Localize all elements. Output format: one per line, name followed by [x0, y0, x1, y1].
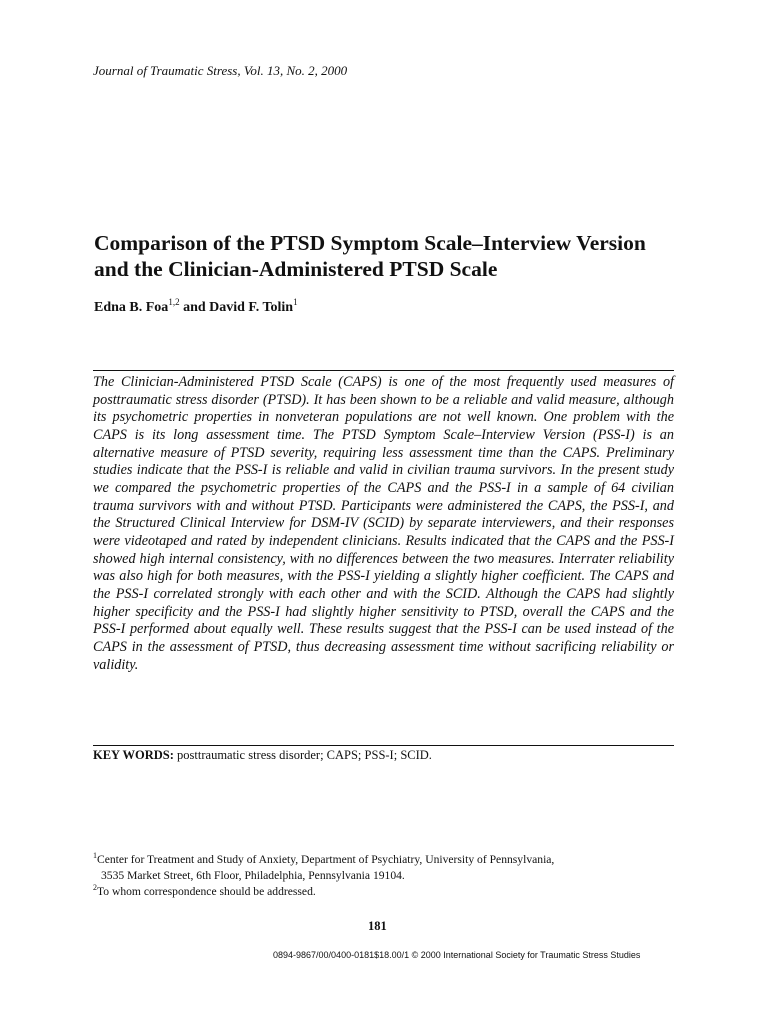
footnote-marker: 2	[93, 883, 97, 892]
author-line	[94, 297, 298, 316]
footnote-marker: 1	[93, 851, 97, 860]
article-title: Comparison of the PTSD Symptom Scale–Interview Version and the Clinician-Administered PTSD Scale	[94, 231, 646, 281]
journal-citation: Journal of Traumatic Stress, Vol. 13, No. 2, 2000	[93, 63, 348, 78]
footnote-text: 3535 Market Street, 6th Floor, Philadelphia, Pennsylvania 19104.	[101, 869, 405, 882]
footnote	[93, 852, 685, 884]
keywords-label: KEY WORDS:	[93, 748, 174, 762]
keywords-text: posttraumatic stress disorder; CAPS; PSS-I; SCID.	[173, 748, 432, 762]
author-affiliation-marker: 1,2	[168, 297, 180, 307]
author-affiliation-marker: 1	[293, 297, 298, 307]
author-name: David F. Tolin	[209, 300, 294, 315]
page-number: 181	[368, 919, 387, 933]
keywords-line	[93, 748, 432, 763]
footnotes	[93, 852, 685, 900]
abstract-top-rule	[93, 370, 674, 371]
author-name: Edna B. Foa	[94, 300, 169, 315]
author-conjunction: and	[179, 300, 210, 315]
footnote	[93, 884, 685, 900]
footnote-text: Center for Treatment and Study of Anxiety, Department of Psychiatry, University of Pennsylvania,	[97, 853, 555, 866]
footnote-text: To whom correspondence should be addressed.	[97, 885, 316, 898]
abstract-text: The Clinician-Administered PTSD Scale (CAPS) is one of the most frequently used measures of posttraumatic stress disorder (PTSD). It has been shown to be a reliable and valid measure, although its psychometric properties in nonveteran populations are not well known. One problem with the CAPS is its long assessment time. The PTSD Symptom Scale–Interview Version (PSS-I) is an alternative measure of PTSD severity, requiring less assessment time than the CAPS. Preliminary studies indicate that the PSS-I is reliable and valid in civilian trauma survivors. In the present study we compared the psychometric properties of the CAPS and the PSS-I in a sample of 64 civilian trauma survivors with and without PTSD. Participants were administered the CAPS, the PSS-I, and the Structured Clinical Interview for DSM-IV (SCID) by separate interviewers, and their responses were videotaped and rated by independent clinicians. Results indicated that the CAPS and the PSS-I showed high internal consistency, with no differences between the two measures. Interrater reliability was also high for both measures, with the PSS-I yielding a slightly higher coefficient. The CAPS and the PSS-I correlated strongly with each other and with the SCID. Although the CAPS had slightly higher specificity and the PSS-I had slightly higher sensitivity to PTSD, overall the CAPS and the PSS-I performed about equally well. These results suggest that the PSS-I can be used instead of the CAPS in the assessment of PTSD, thus decreasing assessment time without sacrificing reliability or validity.	[93, 374, 674, 673]
copyright-line: 0894-9867/00/0400-0181$18.00/1 © 2000 International Society for Traumatic Stress Studies	[273, 950, 641, 960]
abstract-bottom-rule	[93, 745, 674, 746]
